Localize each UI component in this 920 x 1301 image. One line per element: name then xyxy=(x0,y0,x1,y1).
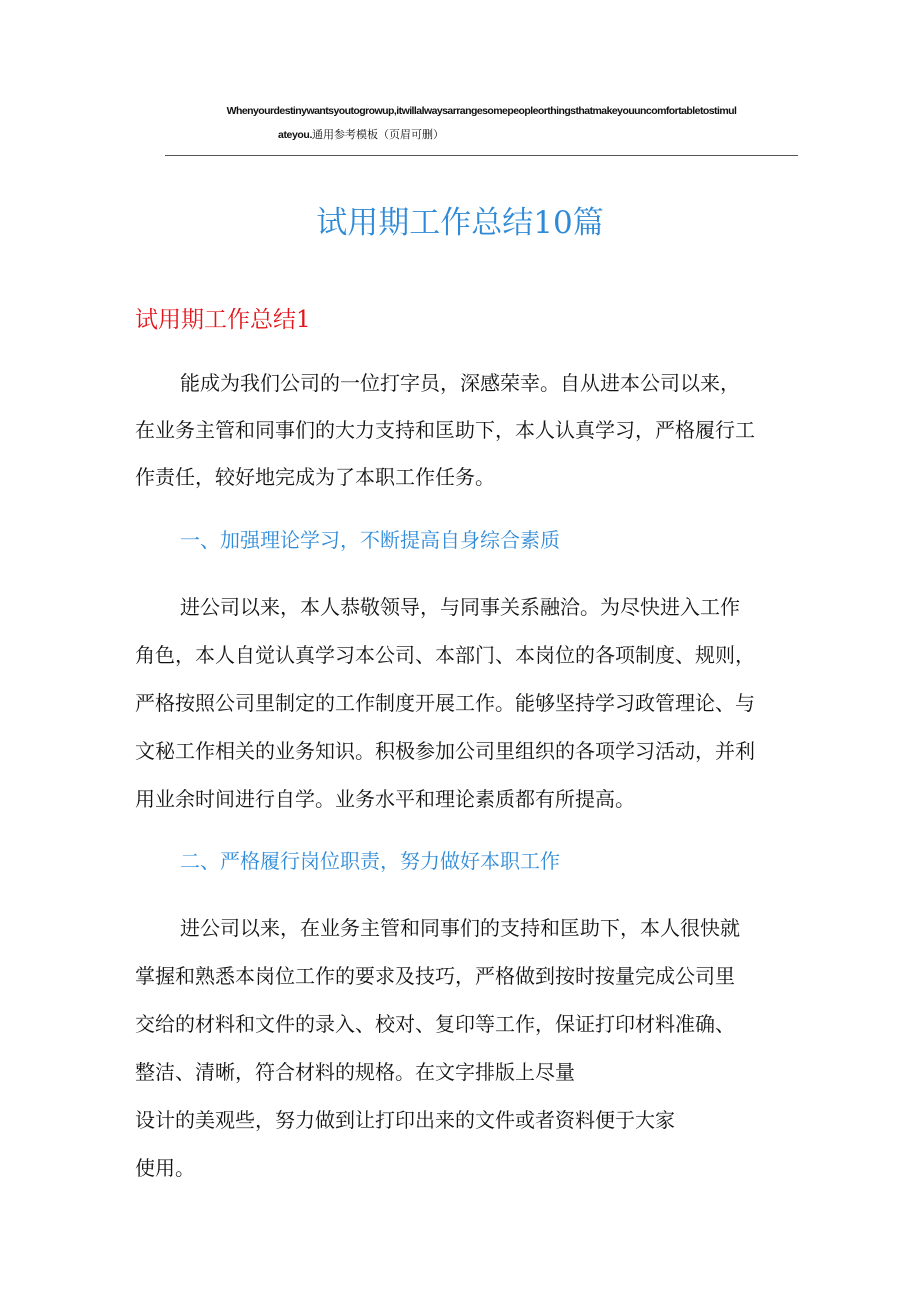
paragraph-line: 作责任，较好地完成为了本职工作任务。 xyxy=(135,465,495,489)
paragraph-line: 严格按照公司里制定的工作制度开展工作。能够坚持学习政管理论、与 xyxy=(135,691,755,715)
header-quote-continuation xyxy=(165,127,798,143)
paragraph-line: 能成为我们公司的一位打字员，深感荣幸。自从进本公司以来， xyxy=(180,371,740,395)
paragraph-line: 角色，本人自觉认真学习本公司、本部门、本岗位的各项制度、规则， xyxy=(135,643,755,667)
header-quote-line: Whenyourdestinywantsyoutogrowup,itwillalwaysarrangesomepeopleorthingsthatmakeyouuncomfortabletostimul xyxy=(226,105,737,117)
paragraph-line: 在业务主管和同事们的大力支持和匡助下，本人认真学习，严格履行工 xyxy=(135,418,755,442)
page-header xyxy=(165,104,798,143)
paragraph-line: 交给的材料和文件的录入、校对、复印等工作，保证打印材料准确、 xyxy=(135,1012,735,1036)
paragraph-line: 进公司以来，本人恭敬领导，与同事关系融洽。为尽快进入工作 xyxy=(180,595,740,619)
document-title: 试用期工作总结10篇 xyxy=(316,205,604,241)
section-heading: 试用期工作总结1 xyxy=(135,307,311,333)
subheading-theory-study: 一、加强理论学习，不断提高自身综合素质 xyxy=(180,528,560,552)
header-quote-end: ateyou. xyxy=(278,129,312,141)
subheading-job-duties: 二、严格履行岗位职责，努力做好本职工作 xyxy=(180,849,560,873)
header-divider xyxy=(165,155,798,156)
paragraph-line: 文秘工作相关的业务知识。积极参加公司里组织的各项学习活动，并利 xyxy=(135,739,755,763)
header-template-note: 通用参考模板（页眉可删） xyxy=(311,128,444,141)
paragraph-line: 掌握和熟悉本岗位工作的要求及技巧，严格做到按时按量完成公司里 xyxy=(135,964,735,988)
paragraph-line: 整洁、清晰，符合材料的规格。在文字排版上尽量 xyxy=(135,1060,575,1084)
paragraph-line: 用业余时间进行自学。业务水平和理论素质都有所提高。 xyxy=(135,787,635,811)
paragraph-line: 设计的美观些，努力做到让打印出来的文件或者资料便于大家 xyxy=(135,1108,675,1132)
paragraph-line: 使用。 xyxy=(135,1156,195,1180)
paragraph-line: 进公司以来，在业务主管和同事们的支持和匡助下，本人很快就 xyxy=(180,916,740,940)
